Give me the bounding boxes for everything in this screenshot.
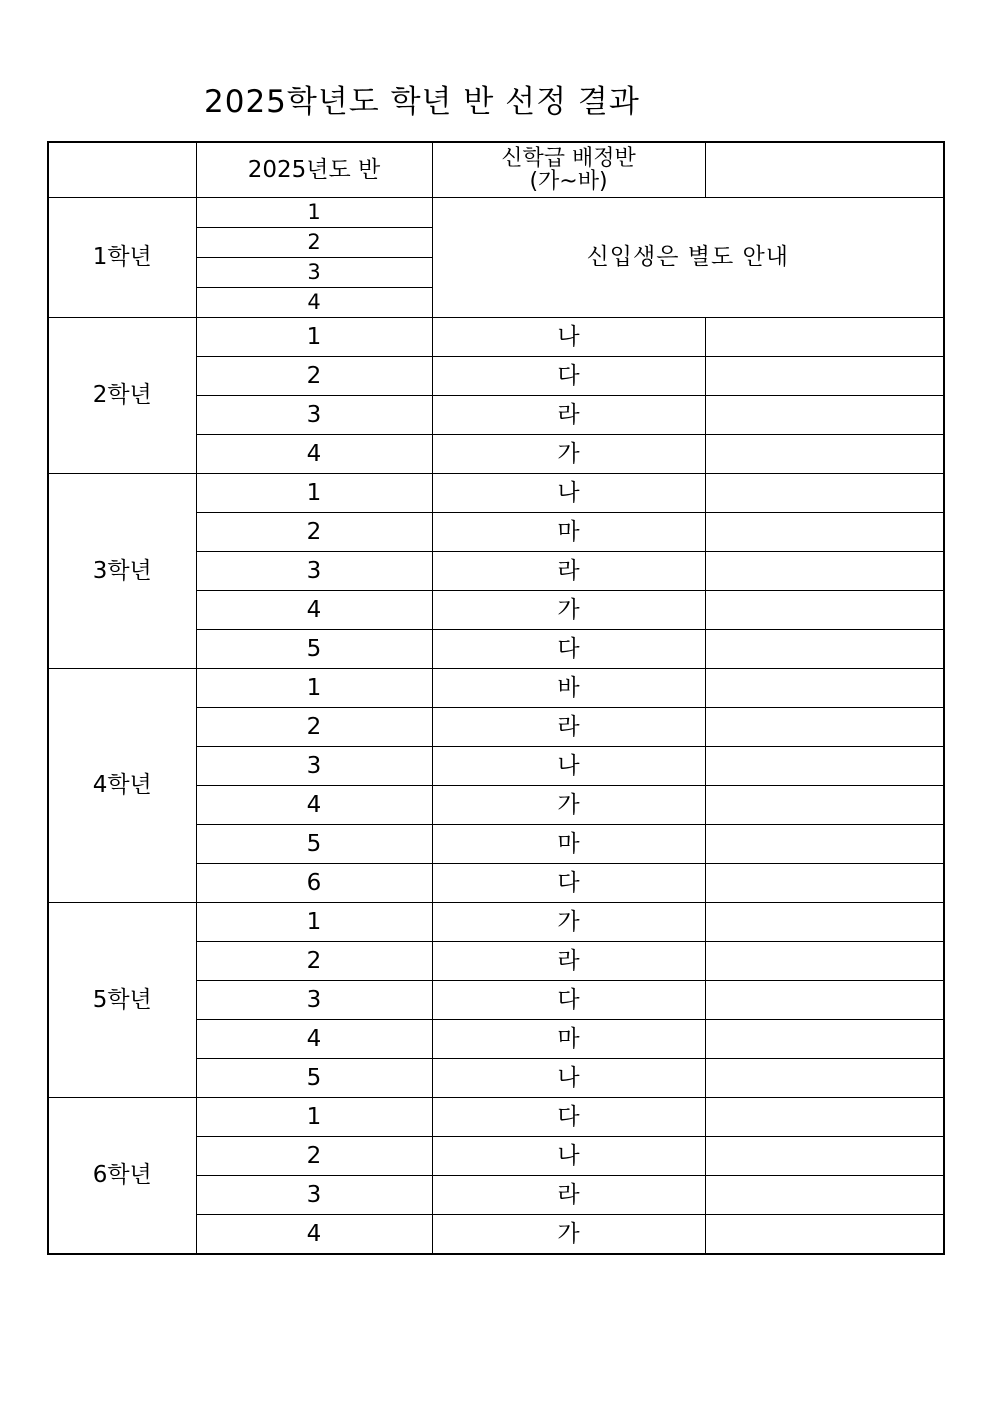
assigned-class: 라 xyxy=(432,1176,705,1215)
class-number: 4 xyxy=(196,435,432,474)
blank-cell xyxy=(705,591,944,630)
class-number: 3 xyxy=(196,981,432,1020)
freshman-notice: 신입생은 별도 안내 xyxy=(432,198,944,318)
class-number: 4 xyxy=(196,1020,432,1059)
header-new-class-line1: 신학급 배정반 xyxy=(501,145,636,171)
table-row xyxy=(48,903,944,942)
blank-cell xyxy=(705,669,944,708)
class-number: 3 xyxy=(196,552,432,591)
grade-label: 3학년 xyxy=(48,474,196,669)
class-number: 5 xyxy=(196,825,432,864)
class-number: 3 xyxy=(196,747,432,786)
class-number: 1 xyxy=(196,318,432,357)
blank-cell xyxy=(705,1059,944,1098)
blank-cell xyxy=(705,981,944,1020)
class-number: 5 xyxy=(196,630,432,669)
class-number: 1 xyxy=(196,474,432,513)
class-number: 2 xyxy=(196,942,432,981)
class-number: 3 xyxy=(196,396,432,435)
header-grade-cell xyxy=(48,142,196,198)
class-number: 4 xyxy=(196,591,432,630)
class-number: 1 xyxy=(196,1098,432,1137)
blank-cell xyxy=(705,513,944,552)
blank-cell xyxy=(705,1020,944,1059)
grade-label: 1학년 xyxy=(48,198,196,318)
assigned-class: 나 xyxy=(432,1137,705,1176)
blank-cell xyxy=(705,1215,944,1255)
class-number: 3 xyxy=(196,258,432,288)
class-number: 3 xyxy=(196,1176,432,1215)
assigned-class: 가 xyxy=(432,786,705,825)
assigned-class: 가 xyxy=(432,435,705,474)
blank-cell xyxy=(705,435,944,474)
page-title: 2025학년도 학년 반 선정 결과 xyxy=(204,84,640,120)
assigned-class: 라 xyxy=(432,708,705,747)
blank-cell xyxy=(705,630,944,669)
class-number: 6 xyxy=(196,864,432,903)
assigned-class: 마 xyxy=(432,513,705,552)
assigned-class: 바 xyxy=(432,669,705,708)
class-number: 2 xyxy=(196,1137,432,1176)
grade-label: 4학년 xyxy=(48,669,196,903)
blank-cell xyxy=(705,552,944,591)
table-row xyxy=(48,669,944,708)
table-row xyxy=(48,1098,944,1137)
assigned-class: 나 xyxy=(432,747,705,786)
blank-cell xyxy=(705,1098,944,1137)
assigned-class: 나 xyxy=(432,318,705,357)
assigned-class: 다 xyxy=(432,357,705,396)
blank-cell xyxy=(705,903,944,942)
table-row xyxy=(48,474,944,513)
blank-cell xyxy=(705,357,944,396)
blank-cell xyxy=(705,318,944,357)
class-number: 4 xyxy=(196,786,432,825)
blank-cell xyxy=(705,1137,944,1176)
table-row xyxy=(48,318,944,357)
class-number: 2 xyxy=(196,513,432,552)
blank-cell xyxy=(705,396,944,435)
assigned-class: 라 xyxy=(432,552,705,591)
class-number: 1 xyxy=(196,669,432,708)
grade-label: 2학년 xyxy=(48,318,196,474)
header-new-class xyxy=(432,142,705,198)
assigned-class: 마 xyxy=(432,825,705,864)
blank-cell xyxy=(705,942,944,981)
blank-cell xyxy=(705,708,944,747)
class-number: 2 xyxy=(196,228,432,258)
blank-cell xyxy=(705,1176,944,1215)
assigned-class: 마 xyxy=(432,1020,705,1059)
class-number: 5 xyxy=(196,1059,432,1098)
grade-label: 6학년 xyxy=(48,1098,196,1255)
class-number: 2 xyxy=(196,708,432,747)
class-number: 2 xyxy=(196,357,432,396)
assigned-class: 다 xyxy=(432,864,705,903)
blank-cell xyxy=(705,786,944,825)
header-blank-cell xyxy=(705,142,944,198)
assigned-class: 나 xyxy=(432,1059,705,1098)
header-new-class-line2: (가~바) xyxy=(529,169,608,194)
assigned-class: 가 xyxy=(432,1215,705,1255)
assigned-class: 다 xyxy=(432,981,705,1020)
assigned-class: 라 xyxy=(432,396,705,435)
class-number: 4 xyxy=(196,1215,432,1255)
blank-cell xyxy=(705,474,944,513)
header-2025-class: 2025년도 반 xyxy=(196,142,432,198)
assigned-class: 다 xyxy=(432,1098,705,1137)
assigned-class: 나 xyxy=(432,474,705,513)
class-number: 1 xyxy=(196,198,432,228)
table-row xyxy=(48,198,944,228)
assigned-class: 가 xyxy=(432,591,705,630)
assigned-class: 다 xyxy=(432,630,705,669)
grade-label: 5학년 xyxy=(48,903,196,1098)
blank-cell xyxy=(705,864,944,903)
class-number: 1 xyxy=(196,903,432,942)
blank-cell xyxy=(705,825,944,864)
assigned-class: 라 xyxy=(432,942,705,981)
class-number: 4 xyxy=(196,288,432,318)
table-header-row xyxy=(48,142,944,198)
blank-cell xyxy=(705,747,944,786)
assigned-class: 가 xyxy=(432,903,705,942)
class-assignment-table xyxy=(47,141,945,1255)
